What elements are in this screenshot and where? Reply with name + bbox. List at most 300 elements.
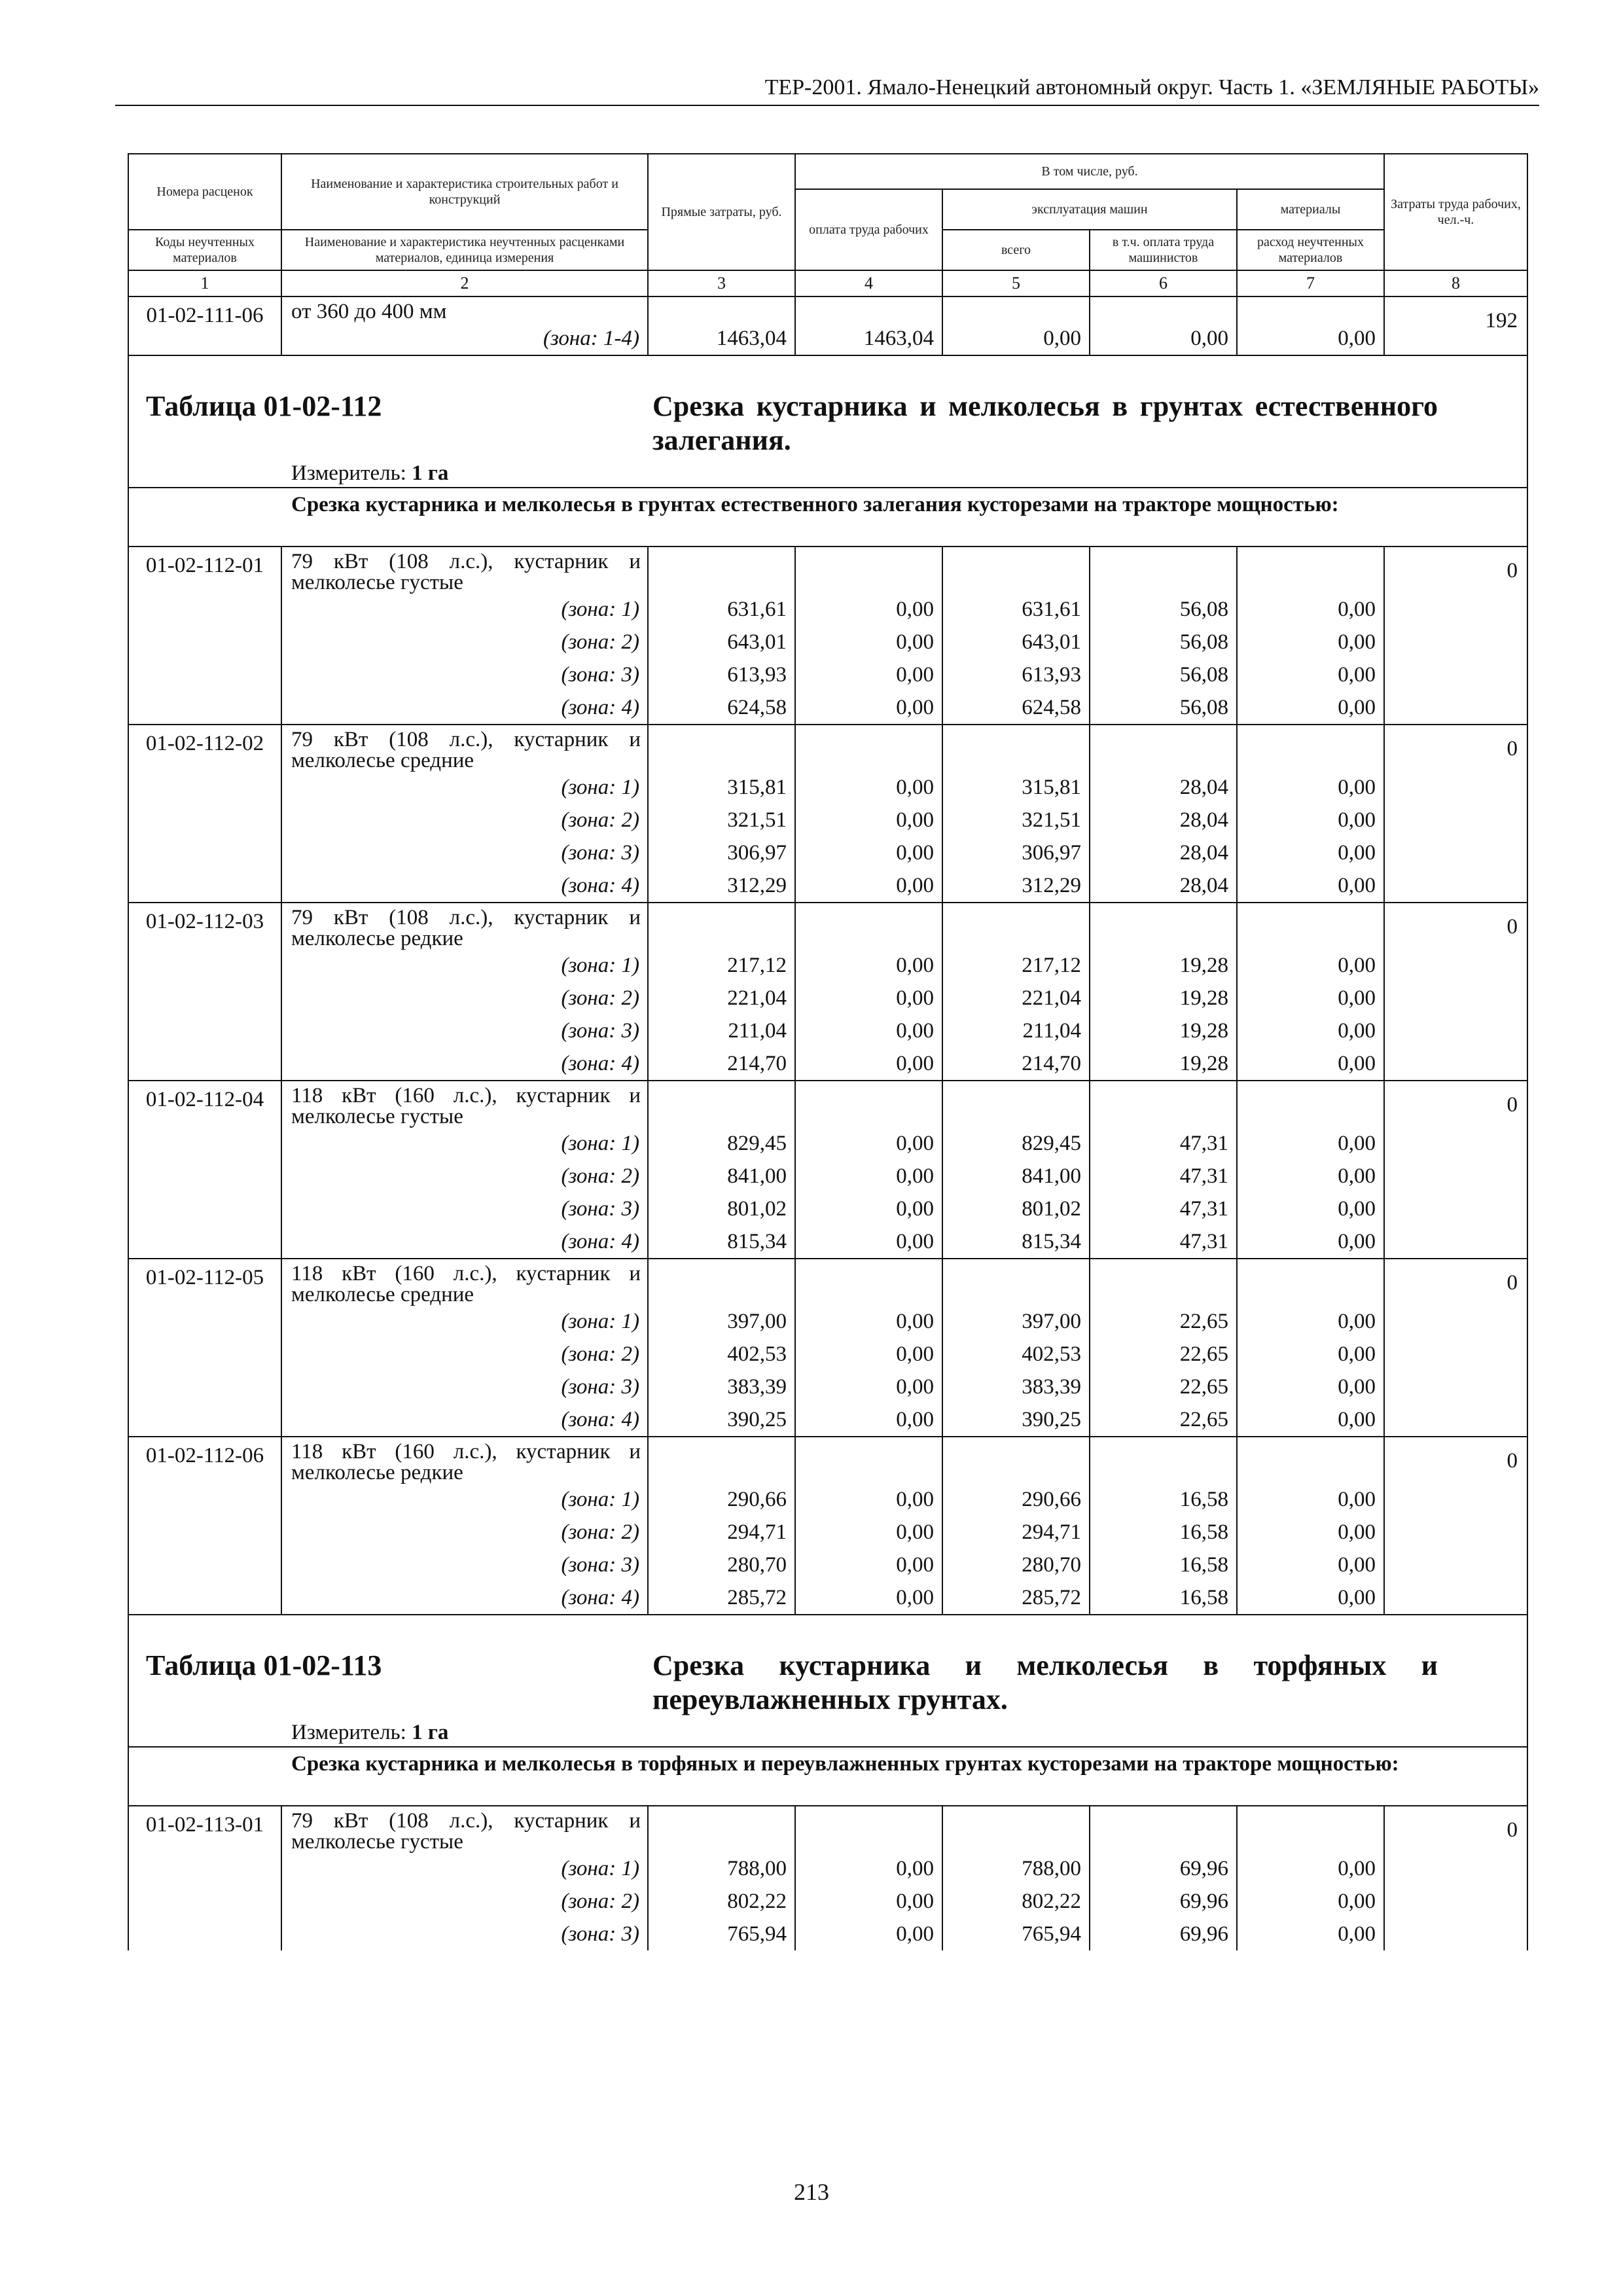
header-codes: Коды неучтенных материалов: [128, 230, 281, 270]
wages-value: 0,00: [795, 1014, 942, 1047]
header-materials: материалы: [1237, 189, 1384, 230]
zone-label: (зона: 2): [281, 1160, 648, 1193]
empty-cell: [1237, 903, 1384, 949]
rate-code: 01-02-112-03: [128, 903, 281, 1081]
wages-value: 0,00: [795, 1305, 942, 1338]
empty-cell: [1237, 547, 1384, 593]
direct-costs-value: 315,81: [648, 771, 795, 804]
wages-value: 0,00: [795, 1581, 942, 1615]
empty-cell: [942, 547, 1090, 593]
direct-costs-value: 788,00: [648, 1852, 795, 1885]
direct-costs-value: 613,93: [648, 658, 795, 691]
direct-costs-value: 217,12: [648, 949, 795, 982]
zone-label: (зона: 3): [281, 1549, 648, 1581]
machinist-wages-value: 19,28: [1090, 982, 1237, 1014]
materials-value: 0,00: [1237, 1305, 1384, 1338]
zone-label: (зона: 1): [281, 593, 648, 626]
measure-label: Измеритель:: [291, 461, 406, 485]
zone-label: (зона: 4): [281, 869, 648, 903]
wages-value: 0,00: [795, 1160, 942, 1193]
col-number: 3: [648, 270, 795, 296]
machinist-wages-value: 56,08: [1090, 658, 1237, 691]
machinist-wages-value: 47,31: [1090, 1160, 1237, 1193]
table-113-title-row: [128, 1615, 1527, 1747]
table-113-group-row: [128, 1747, 1527, 1806]
table-112-title-row: [128, 355, 1527, 488]
direct-costs-value: 221,04: [648, 982, 795, 1014]
zone-label: (зона: 2): [281, 626, 648, 658]
zone-row: [128, 1047, 1527, 1081]
wages-value: 0,00: [795, 1549, 942, 1581]
machines-total-value: 613,93: [942, 658, 1090, 691]
machines-total-value: 321,51: [942, 804, 1090, 836]
zone-label: (зона: 2): [281, 1516, 648, 1549]
empty-cell: [942, 1437, 1090, 1483]
empty-cell: [942, 1806, 1090, 1852]
empty-cell: [1237, 1259, 1384, 1305]
header-including: В том числе, руб.: [795, 154, 1384, 189]
zone-label: (зона: 1-4): [281, 322, 648, 355]
machinist-wages-value: 56,08: [1090, 593, 1237, 626]
zone-row: [128, 1516, 1527, 1549]
rate-code: 01-02-113-01: [128, 1806, 281, 1950]
machines-total-value: 294,71: [942, 1516, 1090, 1549]
table-112-title-cell: [128, 355, 1527, 488]
zone-label: (зона: 3): [281, 836, 648, 869]
materials-value: 0,00: [1237, 691, 1384, 725]
zone-row: [128, 1549, 1527, 1581]
direct-costs-value: 631,61: [648, 593, 795, 626]
direct-costs-value: 306,97: [648, 836, 795, 869]
header-materials-name: Наименование и характеристика неучтенных расценками материалов, единица измерения: [281, 230, 648, 270]
machinist-wages-value: 69,96: [1090, 1852, 1237, 1885]
zone-label: (зона: 1): [281, 1305, 648, 1338]
zone-row: [128, 1581, 1527, 1615]
materials-value: 0,00: [1237, 626, 1384, 658]
machines-total-value: 643,01: [942, 626, 1090, 658]
group-heading: Срезка кустарника и мелколесья в грунтах естественного залегания кусторезами на тракторе мощностью:: [291, 493, 1339, 516]
rate-code: 01-02-112-01: [128, 547, 281, 725]
rate-row: [128, 1806, 1527, 1852]
direct-costs-value: 280,70: [648, 1549, 795, 1581]
zone-label: (зона: 4): [281, 691, 648, 725]
zone-label: (зона: 1): [281, 771, 648, 804]
machines-total-value: 397,00: [942, 1305, 1090, 1338]
zone-row: [128, 322, 1527, 355]
rate-row: [128, 296, 1527, 322]
machines-total-value: 312,29: [942, 869, 1090, 903]
zone-row: [128, 1918, 1527, 1950]
machines-total-value: 306,97: [942, 836, 1090, 869]
zone-row: [128, 1483, 1527, 1516]
rate-row: [128, 1437, 1527, 1483]
machinist-wages-value: 28,04: [1090, 771, 1237, 804]
rate-description: от 360 до 400 мм: [281, 296, 648, 322]
rate-code: 01-02-112-02: [128, 725, 281, 903]
wages-value: 0,00: [795, 1918, 942, 1950]
machinist-wages-value: 69,96: [1090, 1918, 1237, 1950]
rate-row: [128, 1259, 1527, 1305]
machinist-wages-value: 47,31: [1090, 1193, 1237, 1225]
machines-total-value: 801,02: [942, 1193, 1090, 1225]
zone-label: (зона: 1): [281, 1483, 648, 1516]
direct-costs-value: 294,71: [648, 1516, 795, 1549]
group-heading-cell: [128, 1747, 1527, 1806]
rate-code: 01-02-112-04: [128, 1081, 281, 1259]
header-materials-unaccounted: расход неучтенных материалов: [1237, 230, 1384, 270]
page-header: ТЕР-2001. Ямало-Ненецкий автономный округ. Часть 1. «ЗЕМЛЯНЫЕ РАБОТЫ»: [115, 71, 1539, 106]
machinist-wages-value: 28,04: [1090, 869, 1237, 903]
materials-value: 0,00: [1237, 1127, 1384, 1160]
empty-cell: [1237, 1806, 1384, 1852]
zone-row: [128, 1225, 1527, 1259]
machinist-wages-value: 28,04: [1090, 804, 1237, 836]
table-113-title-cell: [128, 1615, 1527, 1747]
labor-cost: 0: [1384, 1806, 1527, 1950]
empty-cell: [1090, 1259, 1237, 1305]
materials-value: 0,00: [1237, 1193, 1384, 1225]
table-header: [128, 154, 1527, 296]
materials-value: 0,00: [1237, 1403, 1384, 1437]
machines-total-value: 280,70: [942, 1549, 1090, 1581]
table-112-group-row: [128, 488, 1527, 547]
empty-cell: [795, 547, 942, 593]
header-machines-total: всего: [942, 230, 1090, 270]
zone-label: (зона: 1): [281, 1127, 648, 1160]
materials-value: 0,00: [1237, 593, 1384, 626]
direct-costs-value: 402,53: [648, 1338, 795, 1371]
wages-value: 0,00: [795, 1852, 942, 1885]
wages-value: 0,00: [795, 804, 942, 836]
empty-cell: [1237, 1437, 1384, 1483]
materials-value: 0,00: [1237, 1852, 1384, 1885]
zone-row: [128, 593, 1527, 626]
empty-cell: [795, 296, 942, 322]
machines-total-value: 788,00: [942, 1852, 1090, 1885]
wages-value: 0,00: [795, 1127, 942, 1160]
labor-cost: 0: [1384, 1437, 1527, 1615]
empty-cell: [1237, 1081, 1384, 1127]
materials-value: 0,00: [1237, 1516, 1384, 1549]
materials-value: 0,00: [1237, 1014, 1384, 1047]
machinist-wages-value: 19,28: [1090, 1047, 1237, 1081]
zone-row: [128, 1193, 1527, 1225]
measure-label: Измеритель:: [291, 1721, 406, 1744]
machines-total-value: 624,58: [942, 691, 1090, 725]
machinist-wages-value: 56,08: [1090, 691, 1237, 725]
col-number: 8: [1384, 270, 1527, 296]
machinist-wages-value: 47,31: [1090, 1225, 1237, 1259]
machines-total-value: 390,25: [942, 1403, 1090, 1437]
empty-cell: [648, 296, 795, 322]
machines-total-value: 315,81: [942, 771, 1090, 804]
empty-cell: [648, 725, 795, 771]
col-number: 7: [1237, 270, 1384, 296]
machinist-wages-value: 22,65: [1090, 1403, 1237, 1437]
zone-label: (зона: 1): [281, 1852, 648, 1885]
machinist-wages-value: 22,65: [1090, 1305, 1237, 1338]
machines-total-value: 285,72: [942, 1581, 1090, 1615]
empty-cell: [648, 547, 795, 593]
zone-label: (зона: 2): [281, 804, 648, 836]
table-heading: [129, 1616, 1527, 1746]
wages-value: 0,00: [795, 1403, 942, 1437]
group-heading: Срезка кустарника и мелколесья в торфяных и переувлажненных грунтах кусторезами на тракторе мощностью:: [291, 1752, 1399, 1776]
col-number: 4: [795, 270, 942, 296]
wages-value: 0,00: [795, 949, 942, 982]
empty-cell: [795, 1806, 942, 1852]
empty-cell: [795, 1259, 942, 1305]
empty-cell: [1237, 296, 1384, 322]
zone-row: [128, 836, 1527, 869]
table-name: Срезка кустарника и мелколесья в грунтах естественного залегания.: [652, 390, 1438, 456]
header-rate-number: Номера расценок: [128, 154, 281, 230]
rate-row: [128, 725, 1527, 771]
wages-value: 0,00: [795, 869, 942, 903]
materials-value: 0,00: [1237, 1047, 1384, 1081]
wages-value: 0,00: [795, 1338, 942, 1371]
empty-cell: [942, 296, 1090, 322]
materials-value: 0,00: [1237, 658, 1384, 691]
materials-value: 0,00: [1237, 1225, 1384, 1259]
zone-row: [128, 949, 1527, 982]
materials-value: 0,00: [1237, 1338, 1384, 1371]
machines-total-value: 221,04: [942, 982, 1090, 1014]
header-machines: эксплуатация машин: [942, 189, 1237, 230]
empty-cell: [648, 1437, 795, 1483]
page-number: 213: [794, 2179, 829, 2205]
direct-costs-value: 214,70: [648, 1047, 795, 1081]
wages-value: 0,00: [795, 1371, 942, 1403]
machinist-wages-value: 16,58: [1090, 1483, 1237, 1516]
direct-costs-value: 211,04: [648, 1014, 795, 1047]
zone-row: [128, 1885, 1527, 1918]
machinist-wages-value: 22,65: [1090, 1371, 1237, 1403]
direct-costs-value: 624,58: [648, 691, 795, 725]
empty-cell: [1090, 903, 1237, 949]
zone-row: [128, 804, 1527, 836]
direct-costs-value: 397,00: [648, 1305, 795, 1338]
zone-row: [128, 626, 1527, 658]
zone-row: [128, 1014, 1527, 1047]
zone-label: (зона: 2): [281, 982, 648, 1014]
labor-cost: 0: [1384, 903, 1527, 1081]
rate-description: 79 кВт (108 л.с.), кустарник и мелколесье густые: [281, 1806, 648, 1852]
rate-row: [128, 547, 1527, 593]
machines-total-value: 290,66: [942, 1483, 1090, 1516]
machinist-wages-value: 56,08: [1090, 626, 1237, 658]
direct-costs-value: 383,39: [648, 1371, 795, 1403]
wages-value: 0,00: [795, 1225, 942, 1259]
zone-label: (зона: 4): [281, 1581, 648, 1615]
direct-costs-value: 1463,04: [648, 322, 795, 355]
empty-cell: [1090, 1081, 1237, 1127]
zone-label: (зона: 3): [281, 1371, 648, 1403]
rate-row: [128, 1081, 1527, 1127]
direct-costs-value: 841,00: [648, 1160, 795, 1193]
rates-table-wrapper: [128, 153, 1527, 1950]
zone-row: [128, 1305, 1527, 1338]
machinist-wages-value: 16,58: [1090, 1549, 1237, 1581]
zone-row: [128, 691, 1527, 725]
zone-label: (зона: 3): [281, 1193, 648, 1225]
machinist-wages-value: 19,28: [1090, 1014, 1237, 1047]
machinist-wages-value: 47,31: [1090, 1127, 1237, 1160]
wages-value: 0,00: [795, 1885, 942, 1918]
machines-total-value: 214,70: [942, 1047, 1090, 1081]
empty-cell: [942, 1259, 1090, 1305]
wages-value: 0,00: [795, 1047, 942, 1081]
machines-total-value: 0,00: [942, 322, 1090, 355]
direct-costs-value: 801,02: [648, 1193, 795, 1225]
wages-value: 0,00: [795, 626, 942, 658]
machines-total-value: 841,00: [942, 1160, 1090, 1193]
wages-value: 0,00: [795, 982, 942, 1014]
measure-value: 1 га: [412, 1721, 449, 1744]
empty-cell: [1090, 296, 1237, 322]
table-label: Таблица 01-02-112: [146, 390, 382, 422]
zone-label: (зона: 3): [281, 658, 648, 691]
col-number: 1: [128, 270, 281, 296]
table-label: Таблица 01-02-113: [146, 1649, 382, 1681]
direct-costs-value: 285,72: [648, 1581, 795, 1615]
direct-costs-value: 312,29: [648, 869, 795, 903]
empty-cell: [795, 1437, 942, 1483]
materials-value: 0,00: [1237, 1885, 1384, 1918]
empty-cell: [795, 1081, 942, 1127]
measure-unit: [291, 1721, 448, 1745]
materials-value: 0,00: [1237, 982, 1384, 1014]
wages-value: 1463,04: [795, 322, 942, 355]
labor-cost: 0: [1384, 725, 1527, 903]
zone-row: [128, 658, 1527, 691]
machines-total-value: 631,61: [942, 593, 1090, 626]
materials-value: 0,00: [1237, 1160, 1384, 1193]
wages-value: 0,00: [795, 658, 942, 691]
materials-value: 0,00: [1237, 1483, 1384, 1516]
empty-cell: [795, 903, 942, 949]
zone-label: (зона: 4): [281, 1403, 648, 1437]
wages-value: 0,00: [795, 593, 942, 626]
empty-cell: [942, 1081, 1090, 1127]
empty-cell: [942, 725, 1090, 771]
header-direct-costs: Прямые затраты, руб.: [648, 154, 795, 270]
rate-description: 118 кВт (160 л.с.), кустарник и мелколесье средние: [281, 1259, 648, 1305]
direct-costs-value: 802,22: [648, 1885, 795, 1918]
wages-value: 0,00: [795, 771, 942, 804]
machines-total-value: 802,22: [942, 1885, 1090, 1918]
zone-row: [128, 1160, 1527, 1193]
rate-description: 79 кВт (108 л.с.), кустарник и мелколесье густые: [281, 547, 648, 593]
empty-cell: [1090, 1437, 1237, 1483]
direct-costs-value: 765,94: [648, 1918, 795, 1950]
materials-value: 0,00: [1237, 1371, 1384, 1403]
direct-costs-value: 643,01: [648, 626, 795, 658]
zone-label: (зона: 3): [281, 1918, 648, 1950]
header-wages: оплата труда рабочих: [795, 189, 942, 270]
machines-total-value: 402,53: [942, 1338, 1090, 1371]
empty-cell: [1090, 725, 1237, 771]
machinist-wages-value: 69,96: [1090, 1885, 1237, 1918]
machines-total-value: 829,45: [942, 1127, 1090, 1160]
materials-value: 0,00: [1237, 1581, 1384, 1615]
empty-cell: [1237, 725, 1384, 771]
empty-cell: [1090, 1806, 1237, 1852]
zone-row: [128, 869, 1527, 903]
header-labor: Затраты труда рабочих, чел.-ч.: [1384, 154, 1527, 270]
wages-value: 0,00: [795, 836, 942, 869]
zone-row: [128, 1127, 1527, 1160]
materials-value: 0,00: [1237, 949, 1384, 982]
col-number: 2: [281, 270, 648, 296]
direct-costs-value: 290,66: [648, 1483, 795, 1516]
empty-cell: [648, 1806, 795, 1852]
wages-value: 0,00: [795, 1483, 942, 1516]
labor-cost: 0: [1384, 1081, 1527, 1259]
zone-label: (зона: 3): [281, 1014, 648, 1047]
labor-cost: 0: [1384, 547, 1527, 725]
materials-value: 0,00: [1237, 322, 1384, 355]
machinist-wages-value: 19,28: [1090, 949, 1237, 982]
machines-total-value: 815,34: [942, 1225, 1090, 1259]
header-work-name: Наименование и характеристика строительных работ и конструкций: [281, 154, 648, 230]
rate-row: [128, 903, 1527, 949]
rate-description: 118 кВт (160 л.с.), кустарник и мелколесье густые: [281, 1081, 648, 1127]
labor-cost: 0: [1384, 1259, 1527, 1437]
machines-total-value: 217,12: [942, 949, 1090, 982]
zone-label: (зона: 4): [281, 1225, 648, 1259]
table-heading: [129, 357, 1527, 486]
zone-row: [128, 1852, 1527, 1885]
rate-code: 01-02-111-06: [128, 296, 281, 355]
machinist-wages-value: 16,58: [1090, 1516, 1237, 1549]
rate-code: 01-02-112-05: [128, 1259, 281, 1437]
machinist-wages-value: 0,00: [1090, 322, 1237, 355]
zone-label: (зона: 4): [281, 1047, 648, 1081]
materials-value: 0,00: [1237, 869, 1384, 903]
empty-cell: [648, 903, 795, 949]
materials-value: 0,00: [1237, 1918, 1384, 1950]
machinist-wages-value: 22,65: [1090, 1338, 1237, 1371]
machinist-wages-value: 16,58: [1090, 1581, 1237, 1615]
zone-label: (зона: 1): [281, 949, 648, 982]
rate-description: 79 кВт (108 л.с.), кустарник и мелколесье средние: [281, 725, 648, 771]
zone-row: [128, 771, 1527, 804]
zone-row: [128, 982, 1527, 1014]
measure-value: 1 га: [412, 461, 449, 485]
direct-costs-value: 390,25: [648, 1403, 795, 1437]
machinist-wages-value: 28,04: [1090, 836, 1237, 869]
zone-label: (зона: 2): [281, 1885, 648, 1918]
wages-value: 0,00: [795, 1193, 942, 1225]
empty-cell: [1090, 547, 1237, 593]
materials-value: 0,00: [1237, 771, 1384, 804]
zone-row: [128, 1403, 1527, 1437]
machines-total-value: 765,94: [942, 1918, 1090, 1950]
header-machinist-wages: в т.ч. оплата труда машинистов: [1090, 230, 1237, 270]
materials-value: 0,00: [1237, 1549, 1384, 1581]
empty-cell: [648, 1259, 795, 1305]
machines-total-value: 211,04: [942, 1014, 1090, 1047]
wages-value: 0,00: [795, 691, 942, 725]
machines-total-value: 383,39: [942, 1371, 1090, 1403]
zone-row: [128, 1338, 1527, 1371]
materials-value: 0,00: [1237, 804, 1384, 836]
zone-row: [128, 1371, 1527, 1403]
direct-costs-value: 829,45: [648, 1127, 795, 1160]
direct-costs-value: 815,34: [648, 1225, 795, 1259]
rate-code: 01-02-112-06: [128, 1437, 281, 1615]
